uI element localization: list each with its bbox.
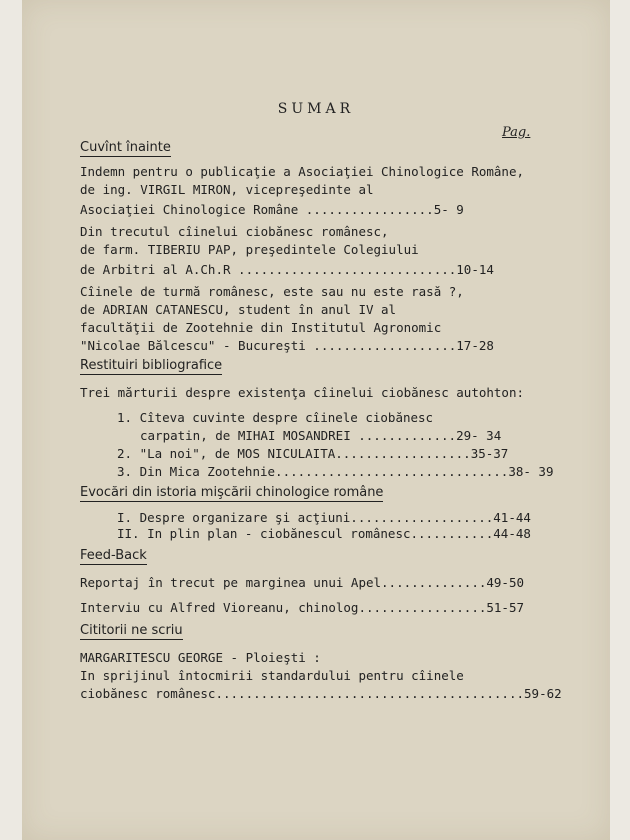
document-page bbox=[22, 0, 610, 840]
section-heading: Feed-Back bbox=[80, 548, 147, 563]
toc-line: Reportaj în trecut pe marginea unui Apel..............49-50 bbox=[80, 575, 525, 590]
section-heading: Cititorii ne scriu bbox=[80, 623, 183, 638]
toc-line: carpatin, de MIHAI MOSANDREI .............29- 34 bbox=[140, 428, 502, 443]
toc-line: 1. Cîteva cuvinte despre cîinele ciobănesc bbox=[117, 410, 434, 425]
toc-line: II. In plin plan - ciobănescul românesc...........44-48 bbox=[117, 526, 531, 541]
toc-line: ciobănesc românesc.........................................59-62 bbox=[80, 686, 562, 701]
toc-line: I. Despre organizare şi acţiuni...................41-44 bbox=[117, 510, 531, 525]
section-heading: Cuvînt înainte bbox=[80, 140, 171, 155]
section-heading: Restituiri bibliografice bbox=[80, 358, 223, 373]
toc-line: de farm. TIBERIU PAP, preşedintele Colegiului bbox=[80, 242, 419, 257]
toc-line: Indemn pentru o publicaţie a Asociaţiei Chinologice Române, bbox=[80, 164, 525, 179]
toc-line: 3. Din Mica Zootehnie...............................38- 39 bbox=[117, 464, 554, 479]
toc-line: MARGARITESCU GEORGE - Ploieşti : bbox=[80, 650, 321, 665]
toc-line: Trei mărturii despre existenţa cîinelui ciobănesc autohton: bbox=[80, 385, 525, 400]
page-title: SUMAR bbox=[277, 101, 355, 117]
toc-line: In sprijinul întocmirii standardului pentru cîinele bbox=[80, 668, 464, 683]
toc-line: Din trecutul cîinelui ciobănesc românesc, bbox=[80, 224, 389, 239]
toc-line: Interviu cu Alfred Vioreanu, chinolog.................51-57 bbox=[80, 600, 525, 615]
toc-line: de Arbitri al A.Ch.R .............................10-14 bbox=[80, 262, 494, 277]
toc-line: "Nicolae Bălcescu" - Bucureşti ...................17-28 bbox=[80, 338, 494, 353]
toc-line: Cîinele de turmă românesc, este sau nu este rasă ?, bbox=[80, 284, 464, 299]
toc-line: de ing. VIRGIL MIRON, vicepreşedinte al bbox=[80, 182, 374, 197]
toc-line: 2. "La noi", de MOS NICULAITA..................35-37 bbox=[117, 446, 509, 461]
page-column-label: Pag. bbox=[502, 125, 531, 140]
toc-line: Asociaţiei Chinologice Române .................5- 9 bbox=[80, 202, 464, 217]
toc-line: de ADRIAN CATANESCU, student în anul IV al bbox=[80, 302, 397, 317]
toc-line: facultăţii de Zootehnie din Institutul Agronomic bbox=[80, 320, 442, 335]
section-heading: Evocări din istoria mişcării chinologice române bbox=[80, 485, 384, 500]
